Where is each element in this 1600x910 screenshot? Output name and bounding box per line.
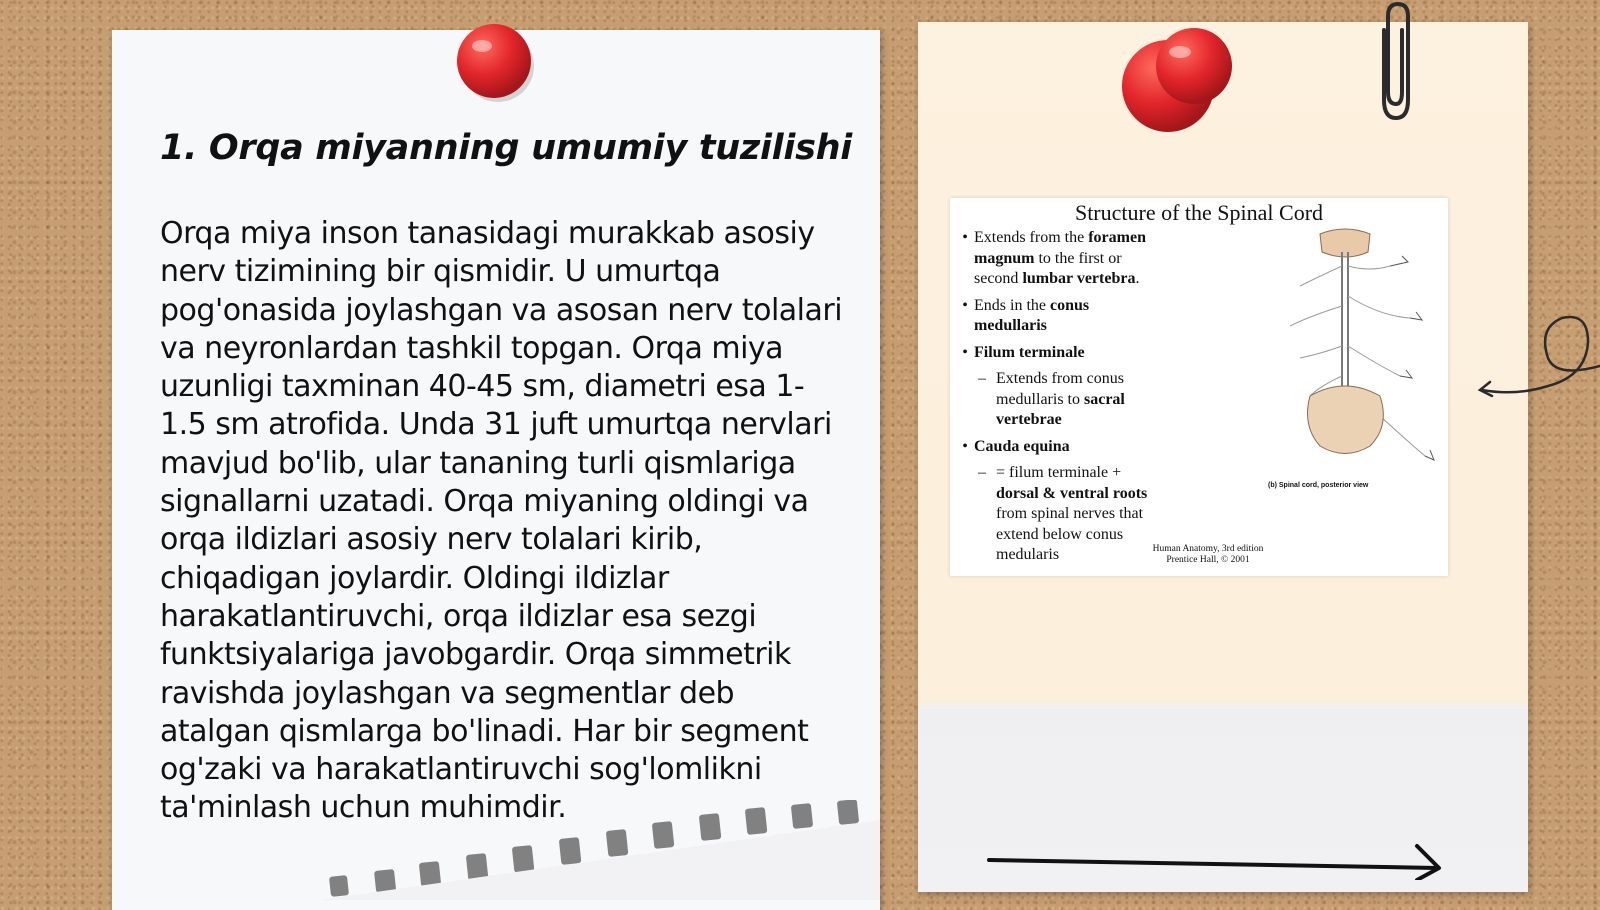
figure-text-bold: foramen magnum <box>974 229 1146 267</box>
figure-title: Structure of the Spinal Cord <box>1074 200 1324 225</box>
figure-text: from spinal nerves that extend below conus medularis <box>996 505 1144 563</box>
dash-marker: – <box>978 370 986 387</box>
source-line: Prentice Hall, © 2001 <box>1166 555 1250 565</box>
figure-bullet <box>956 343 1156 364</box>
figure-text: . <box>1135 270 1140 287</box>
figure-text: Extends from the <box>974 229 1089 246</box>
figure-text: Ends in the <box>974 296 1050 314</box>
bullet-marker: • <box>962 437 968 455</box>
illustration-caption: (b) Spinal cord, posterior view <box>1268 482 1369 489</box>
bullet-marker: • <box>962 343 968 361</box>
figure-text-bold: Cauda equina <box>974 437 1070 455</box>
figure-bullet <box>956 296 1156 337</box>
figure-text: to the first or second <box>974 249 1122 287</box>
paperclip-icon <box>1372 0 1416 125</box>
figure-text: Extends from conus medullaris to <box>996 370 1124 408</box>
figure-text: = filum terminale + <box>996 464 1122 481</box>
figure-text-bold: lumbar vertebra <box>1022 270 1136 287</box>
figure-sub-bullet <box>956 463 1156 566</box>
bullet-marker: • <box>962 229 968 246</box>
red-pushpin-icon <box>1120 26 1238 136</box>
figure-text-bold: dorsal & ventral roots <box>996 484 1148 502</box>
figure-bullet-list <box>956 228 1156 566</box>
figure-bullet <box>956 437 1156 458</box>
figure-text-bold: Filum terminale <box>974 343 1085 361</box>
dash-marker: – <box>978 464 986 481</box>
bullet-marker: • <box>962 296 968 314</box>
figure-source <box>1143 544 1273 566</box>
source-line: Human Anatomy, 3rd edition <box>1152 544 1264 554</box>
body-paragraph: Orqa miya inson tanasidagi murakkab asosiy nerv tizimining bir qismidir. U umurtqa pog'onasida joylashgan va asosan nerv tolalari va neyronlardan tashkil topgan. Orqa miya uzunligi taxminan 40-45 sm, diametri esa 1-1.5 sm atrofida. Unda 31 juft umurtqa nervlari mavjud bo'lib, ular tananing turli qismlariga signallarni uzatadi. Orqa miyaning oldingi va orqa ildizlari asosiy nerv tolalari kirib, chiqadigan joylardir. Oldingi ildizlar harakatlantiruvchi, orqa ildizlar esa sezgi funktsiyalariga javobgardir. Orqa simmetrik ravishda joylashgan va segmentlar deb atalgan qismlarga bo'linadi. Har bir segment og'zaki va harakatlantiruvchi sog'lomlikni ta'minlash uchun muhimdir. <box>160 216 843 826</box>
page-title: 1. Orqa miyanning umumiy tuzilishi <box>160 128 852 169</box>
figure-text-bold: conus medullaris <box>974 296 1090 334</box>
curly-arrow-icon <box>1476 308 1600 408</box>
spinal-cord-illustration <box>1250 226 1440 476</box>
red-pushpin-icon <box>452 20 538 106</box>
long-arrow-icon <box>985 840 1445 880</box>
figure-text-bold: sacral vertebrae <box>996 390 1125 428</box>
spinal-cord-figure <box>950 198 1448 576</box>
figure-sub-bullet <box>956 369 1156 431</box>
figure-bullet <box>956 228 1156 290</box>
